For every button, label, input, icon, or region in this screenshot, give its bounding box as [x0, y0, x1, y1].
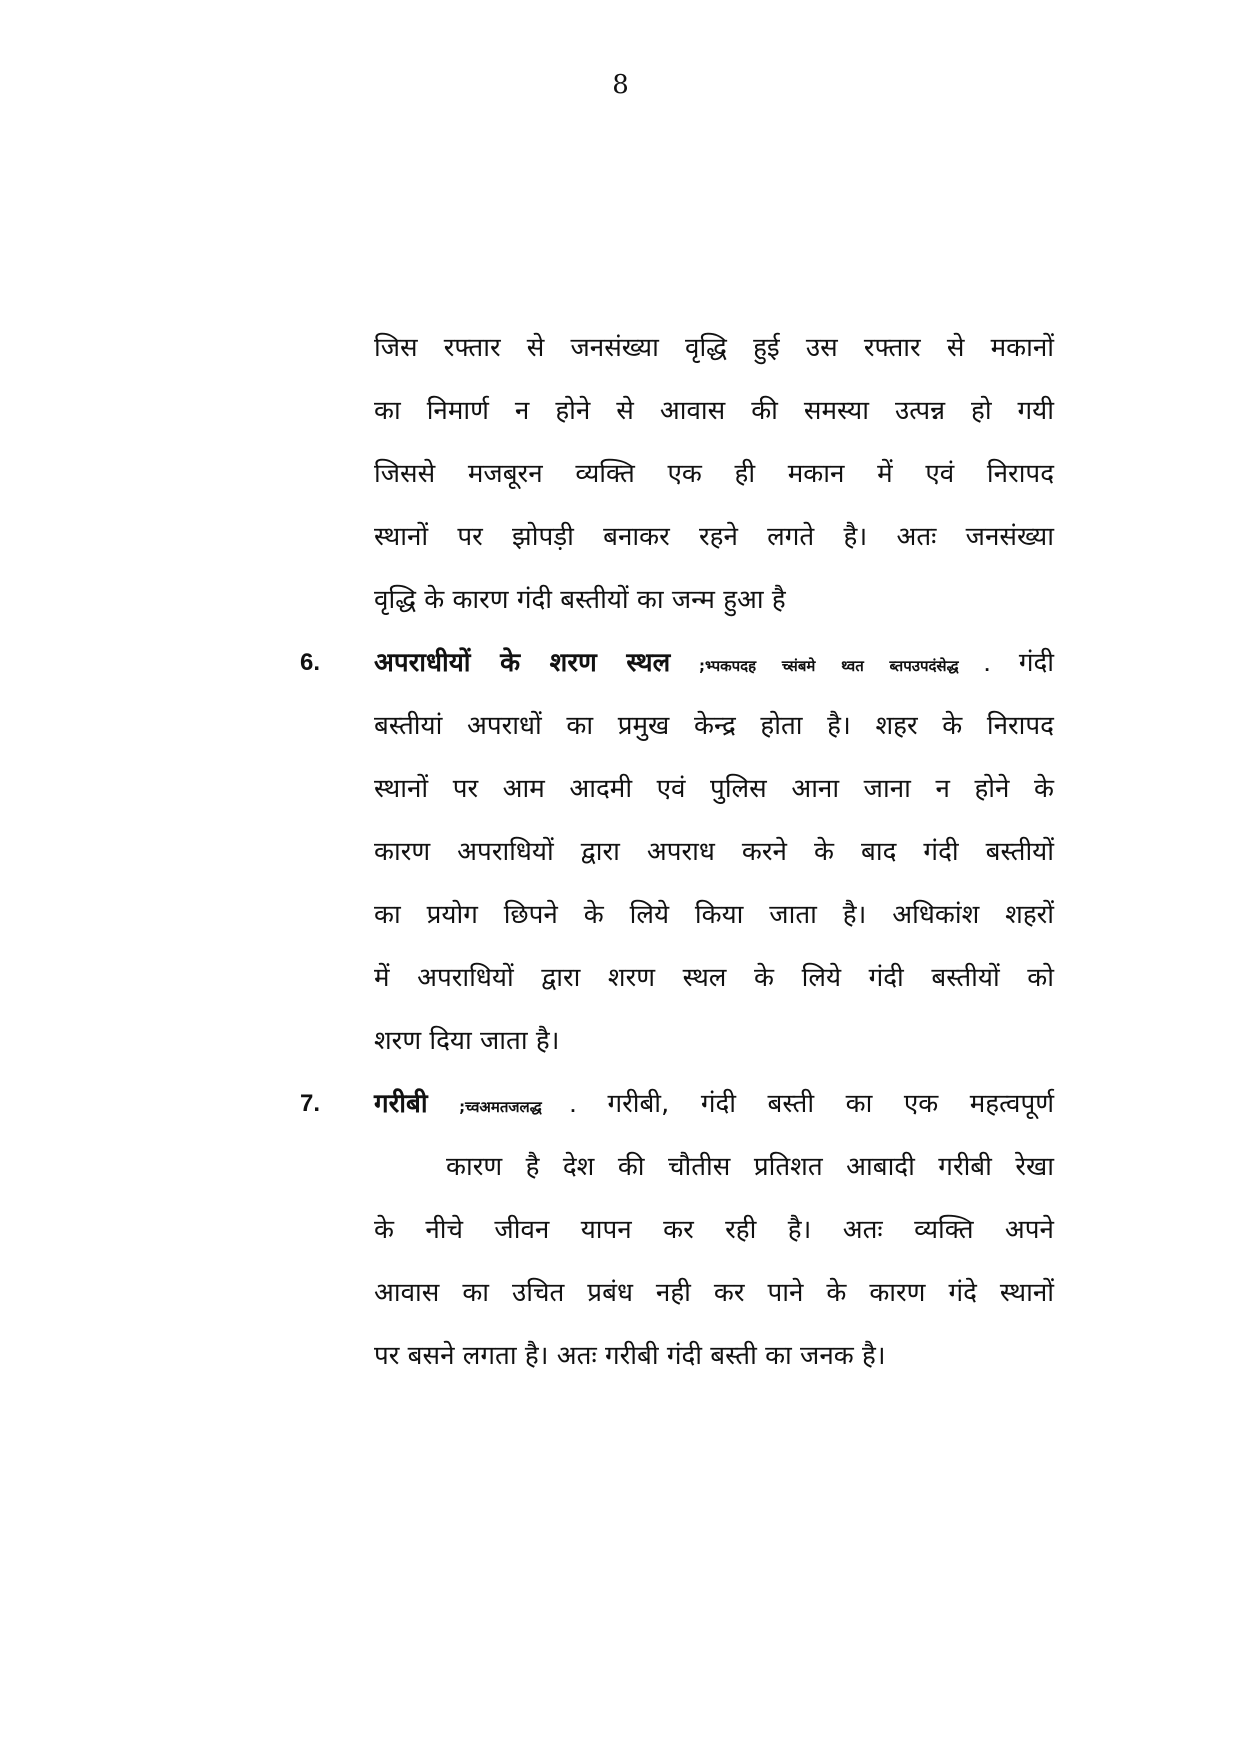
- paragraph-line: स्थानों पर झोपड़ी बनाकर रहने लगते है। अतः जनसंख्या: [374, 522, 1054, 552]
- section-heading-line: [374, 1084, 1054, 1127]
- paragraph-line: बस्तीयां अपराधों का प्रमुख केन्द्र होता है। शहर के निरापद: [374, 711, 1054, 741]
- section-number: 7.: [300, 1090, 321, 1117]
- paragraph-line: जिस रफ्तार से जनसंख्या वृद्धि हुई उस रफ्तार से मकानों: [374, 333, 1054, 363]
- paragraph-line: वृद्धि के कारण गंदी बस्तीयों का जन्म हुआ है: [374, 585, 786, 615]
- paragraph-line: शरण दिया जाता है।: [374, 1026, 560, 1056]
- paragraph-line: का प्रयोग छिपने के लिये किया जाता है। अधिकांश शहरों: [374, 900, 1054, 930]
- section-heading-tail: गरीबी, गंदी बस्ती का एक महत्वपूर्ण: [607, 1089, 1055, 1119]
- paragraph-line: कारण है देश की चौतीस प्रतिशत आबादी गरीबी रेखा: [446, 1152, 1054, 1182]
- section-number: 6.: [300, 649, 321, 676]
- section-heading: अपराधीयों के शरण स्थल: [374, 648, 671, 678]
- section-heading-tail: गंदी: [1018, 648, 1054, 678]
- section-heading-garbled: ;भ्पकपदह च्संबमे थ्वत ब्तपउपदंसेद्ध .: [699, 657, 991, 675]
- paragraph-line: में अपराधियों द्वारा शरण स्थल के लिये गंदी बस्तीयों को: [374, 963, 1054, 993]
- paragraph-line: के नीचे जीवन यापन कर रही है। अतः व्यक्ति अपने: [374, 1215, 1054, 1245]
- paragraph-line: का निमार्ण न होने से आवास की समस्या उत्पन्न हो गयी: [374, 396, 1054, 426]
- paragraph-line: स्थानों पर आम आदमी एवं पुलिस आना जाना न होने के: [374, 774, 1054, 804]
- page-number: 8: [612, 70, 629, 100]
- section-heading: गरीबी: [374, 1089, 428, 1119]
- paragraph-line: पर बसने लगता है। अतः गरीबी गंदी बस्ती का जनक है।: [374, 1341, 886, 1371]
- section-heading-line: [374, 643, 1054, 686]
- paragraph-line: आवास का उचित प्रबंध नही कर पाने के कारण गंदे स्थानों: [374, 1278, 1054, 1308]
- paragraph-line: कारण अपराधियों द्वारा अपराध करने के बाद गंदी बस्तीयों: [374, 837, 1054, 867]
- paragraph-line: जिससे मजबूरन व्यक्ति एक ही मकान में एवं निरापद: [374, 459, 1054, 489]
- section-heading-garbled: ;च्वअमतजलद्ध .: [459, 1098, 576, 1116]
